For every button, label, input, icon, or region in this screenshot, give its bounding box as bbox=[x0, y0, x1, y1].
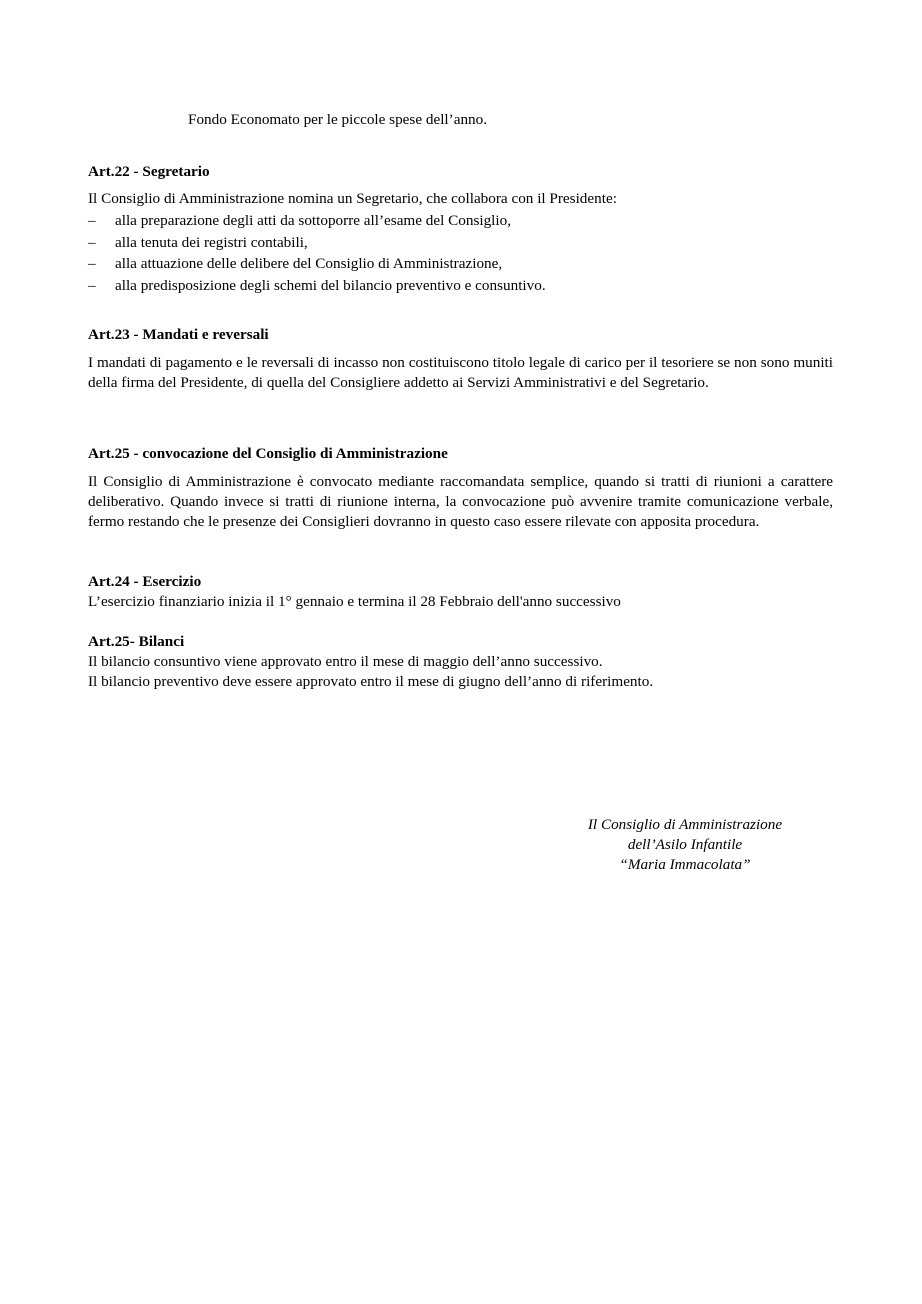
art24-heading: Art.24 - Esercizio bbox=[88, 573, 202, 590]
list-item-text: alla predisposizione degli schemi del bilancio preventivo e consuntivo. bbox=[115, 276, 546, 294]
list-item bbox=[88, 253, 546, 275]
signature-line-3: “Maria Immacolata” bbox=[619, 856, 751, 873]
art25-bilanci-line2: Il bilancio preventivo deve essere approvato entro il mese di giugno dell’anno di riferimento. bbox=[88, 673, 654, 690]
list-item-text: alla preparazione degli atti da sottoporre all’esame del Consiglio, bbox=[115, 212, 512, 229]
signature-line-2: dell’Asilo Infantile bbox=[627, 836, 743, 853]
intro-line: Fondo Economato per le piccole spese dell’anno. bbox=[188, 111, 488, 128]
art25-convocazione-heading: Art.25 - convocazione del Consiglio di Amministrazione bbox=[88, 445, 448, 462]
dash-bullet-icon: – bbox=[88, 255, 96, 272]
art25-bilanci-line1: Il bilancio consuntivo viene approvato entro il mese di maggio dell’anno successivo. bbox=[88, 653, 603, 670]
list-item bbox=[88, 275, 546, 297]
art24-body: L’esercizio finanziario inizia il 1° gennaio e termina il 28 Febbraio dell'anno successivo bbox=[88, 593, 621, 610]
signature-block bbox=[560, 815, 810, 875]
list-item-text: alla tenuta dei registri contabili, bbox=[115, 233, 308, 251]
signature-line-1: Il Consiglio di Amministrazione bbox=[587, 816, 783, 833]
art22-bullet-list bbox=[88, 210, 546, 296]
art25-convocazione-body: Il Consiglio di Amministrazione è convocato mediante raccomandata semplice, quando si tratti di riunioni a carattere deliberativo. Quando invece si tratti di riunione interna, la convocazione può avvenire tramite comunicazione verbale, fermo restando che le presenze dei Consiglieri dovranno in questo caso essere rilevate con apposita procedura. bbox=[88, 473, 833, 530]
list-item bbox=[88, 210, 546, 232]
art23-heading: Art.23 - Mandati e reversali bbox=[88, 326, 269, 343]
art25-bilanci-heading: Art.25- Bilanci bbox=[88, 633, 185, 650]
list-item bbox=[88, 232, 546, 254]
art22-heading: Art.22 - Segretario bbox=[88, 163, 210, 180]
dash-bullet-icon: – bbox=[88, 276, 96, 294]
dash-bullet-icon: – bbox=[88, 212, 96, 229]
art22-lead: Il Consiglio di Amministrazione nomina un Segretario, che collabora con il Presidente: bbox=[88, 190, 617, 207]
art23-body: I mandati di pagamento e le reversali di incasso non costituiscono titolo legale di carico per il tesoriere se non sono muniti della firma del Presidente, di quella del Consigliere addetto ai Servizi Amministrativi e del Segretario. bbox=[88, 354, 833, 391]
dash-bullet-icon: – bbox=[88, 233, 96, 251]
list-item-text: alla attuazione delle delibere del Consiglio di Amministrazione, bbox=[115, 255, 503, 272]
